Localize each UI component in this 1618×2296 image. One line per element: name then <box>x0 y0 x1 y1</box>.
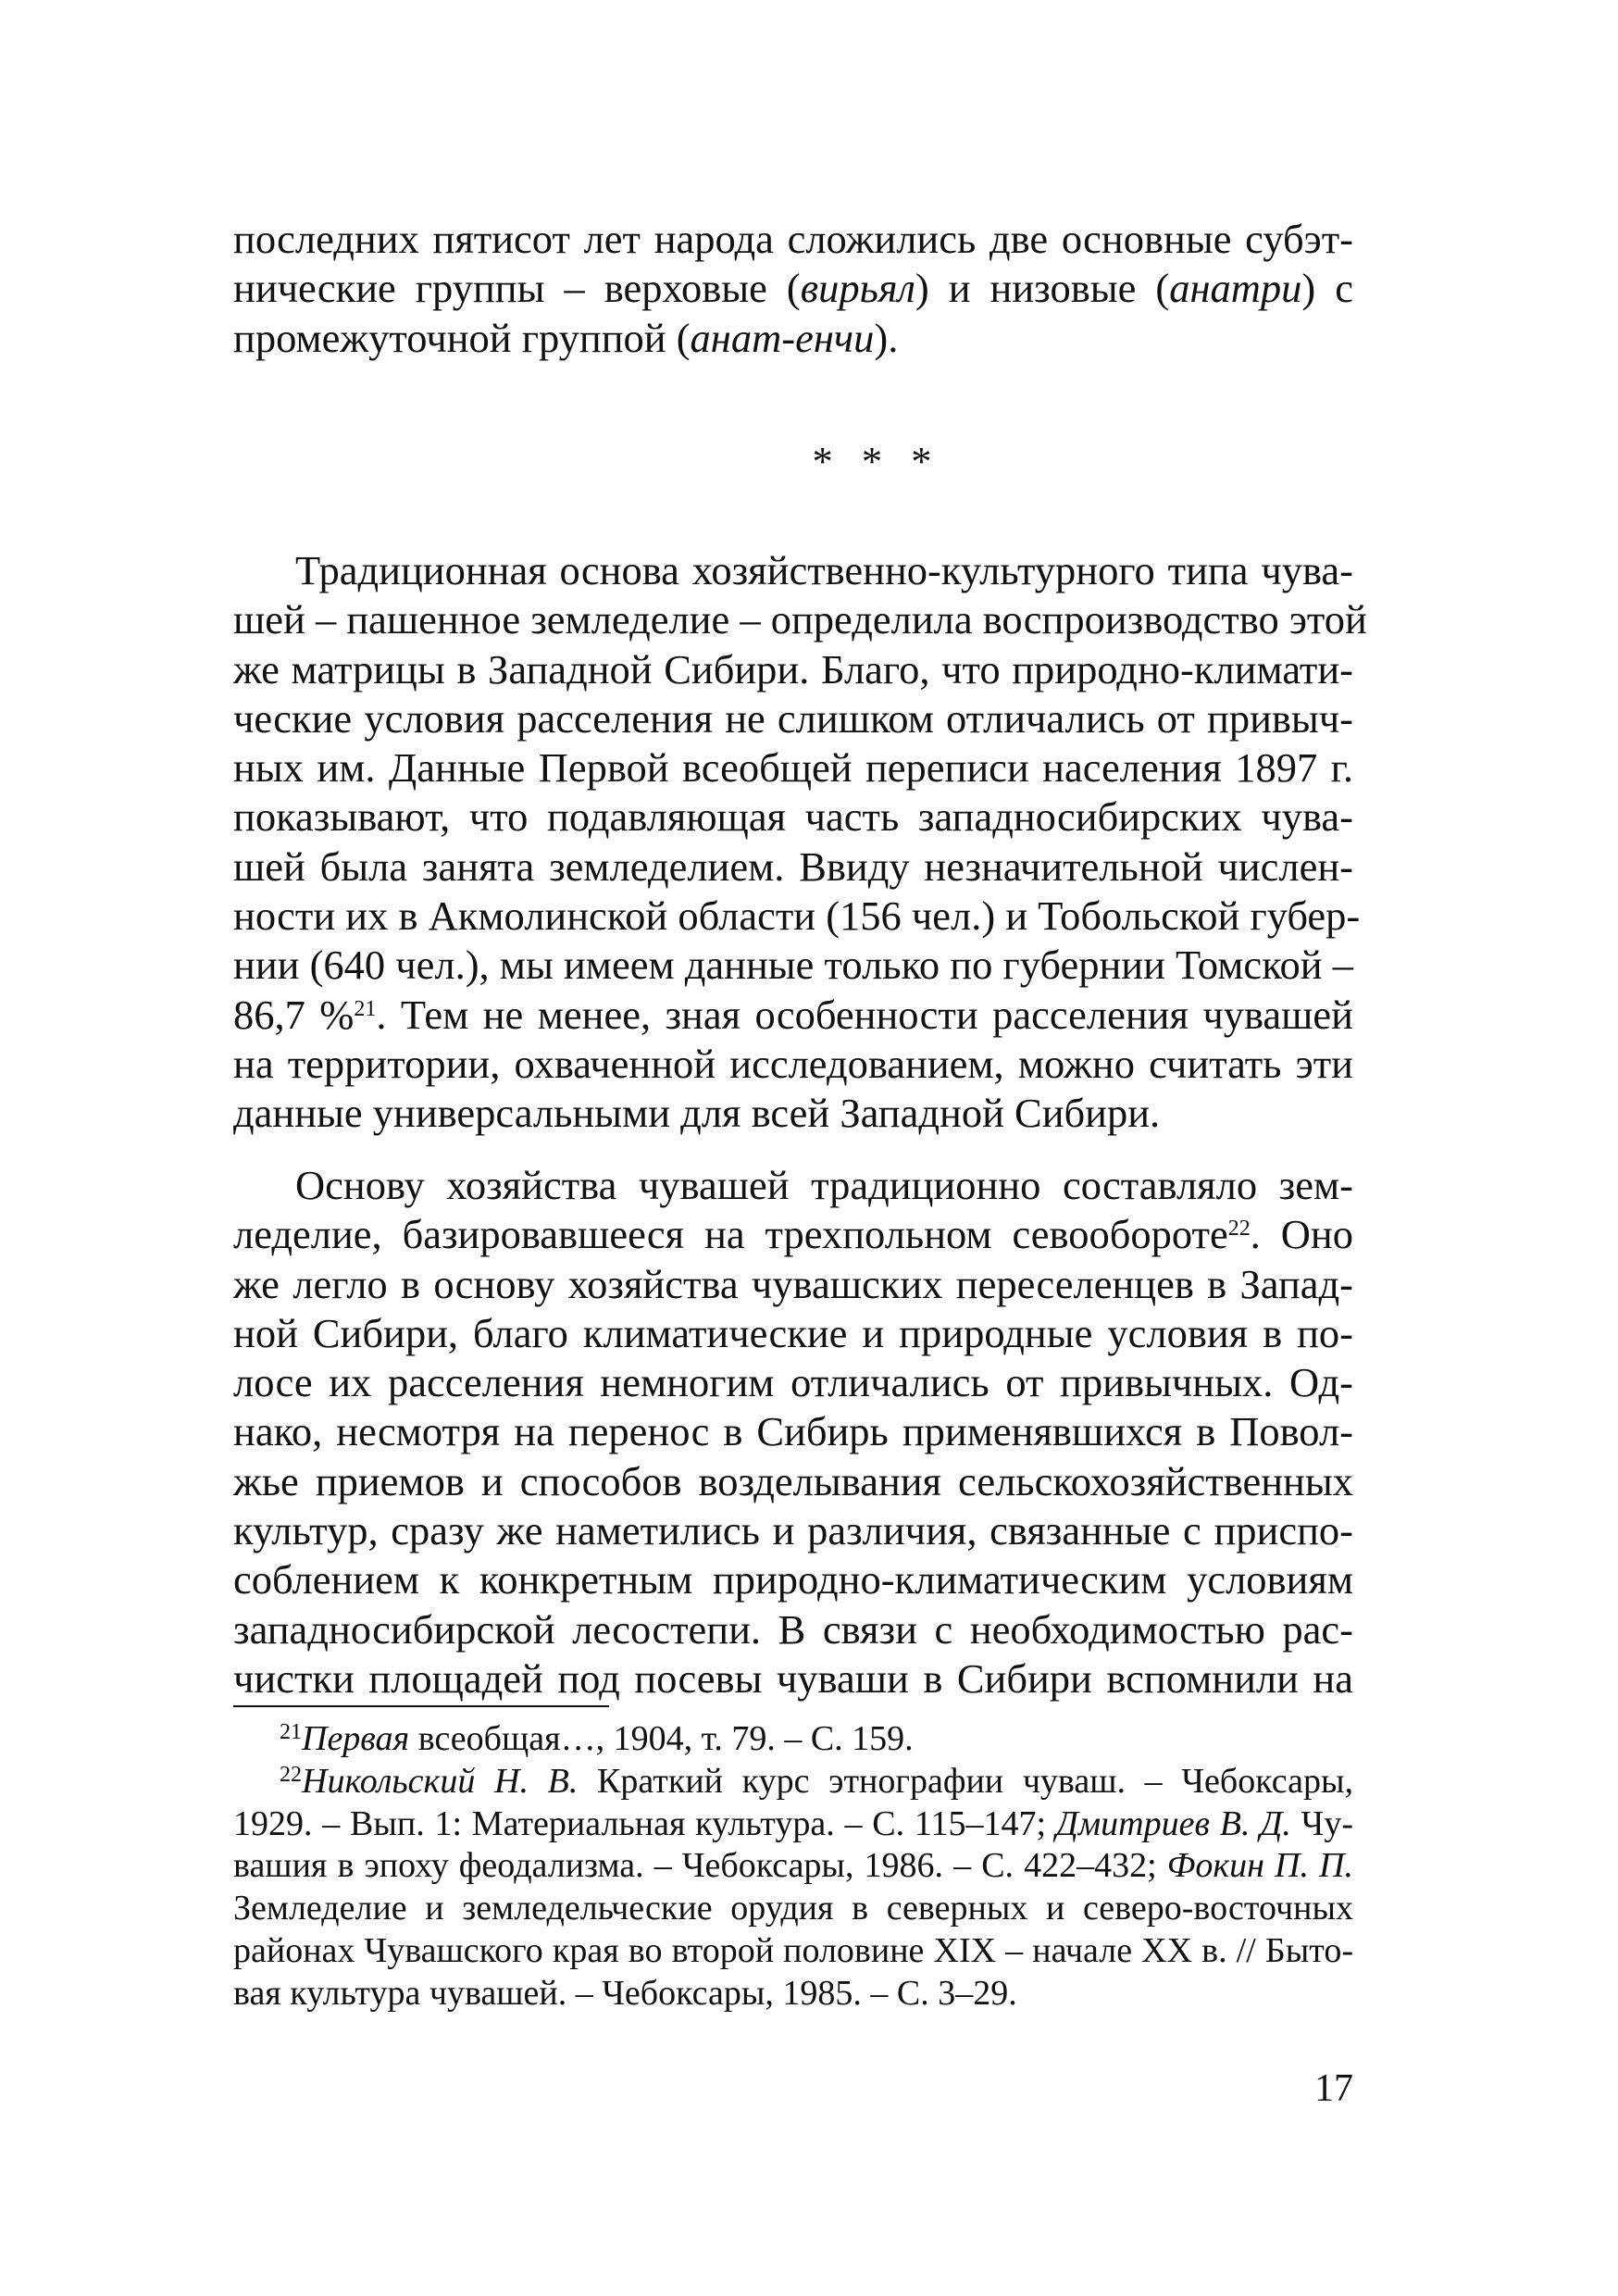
text-line: Традиционная основа хозяйственно-культурного типа чува- <box>295 547 1353 593</box>
text-line: ности их в Акмолинской области (156 чел.) и Тобольской губер- <box>233 892 1361 940</box>
text-line: культур, сразу же наметились и различия, связанные с приспо- <box>233 1507 1353 1554</box>
text-line: же матрицы в Западной Сибири. Благо, что природно-климати- <box>233 645 1353 693</box>
book-page <box>233 215 1367 2159</box>
footnote-number: 22 <box>280 1763 302 1788</box>
text-line: последних пятисот лет народа сложились две основные субэт- <box>233 216 1353 262</box>
text-line: шей была занята земледелием. Ввиду незначительной числен- <box>233 842 1353 890</box>
footnotes <box>233 1718 1353 2015</box>
footnote-line: Земледелие и земледельческие орудия в северных и северо-восточных <box>233 1889 1353 1928</box>
section-separator: * * * <box>812 438 941 484</box>
text-line: нако, несмотря на перенос в Сибирь применявшихся в Повол- <box>233 1408 1353 1455</box>
text-line: соблением к конкретным природно-климатическим условиям <box>233 1556 1353 1603</box>
text-line: западносибирской лесостепи. В связи с необходимостью рас- <box>233 1605 1353 1653</box>
text-line: Основу хозяйства чувашей традиционно составляло зем- <box>295 1162 1353 1208</box>
footnote-ref-21[interactable]: 21 <box>354 996 377 1021</box>
footnote-line: 1929. – Вып. 1: Материальная культура. – С. 115–147; Дмитриев В. Д. Чу- <box>233 1803 1353 1843</box>
text-line: чистки площадей под посевы чуваши в Сибири вспомнили на <box>233 1654 1353 1702</box>
text-line: нические группы – верховые (вирьял) и низовые (анатри) с <box>233 265 1353 312</box>
italic-term: анатри <box>1169 265 1302 312</box>
page-number: 17 <box>1314 2067 1353 2110</box>
text-line: же легло в основу хозяйства чувашских переселенцев в Запад- <box>233 1260 1353 1307</box>
text-line: ческие условия расселения не слишком отличались от привыч- <box>233 694 1353 742</box>
footnote-21: $^{21}$Первая всеобщая…, 1904, т. 79. – С. 159. <box>280 1719 914 1758</box>
footnote-22: $^{22}$Никольский Н. В. Краткий курс этнографии чуваш. – Чебоксары, <box>280 1761 1353 1801</box>
text-line: лосе их расселения немногим отличались от привычных. Од- <box>233 1359 1353 1406</box>
footnote-line: вая культура чувашей. – Чебоксары, 1985. – С. 3–29. <box>233 1973 1017 2013</box>
paragraph-2 <box>233 1161 1353 1703</box>
text-line: 86,7 %$^{21}$. Тем не менее, зная особенности расселения чувашей <box>233 991 1353 1038</box>
footnote-line: районах Чувашского края во второй половине XIX – начале XX в. // Быто- <box>233 1930 1353 1970</box>
footnote-divider <box>233 1705 609 1707</box>
text-line: нии (640 чел.), мы имеем данные только по губернии Томской – <box>233 942 1353 989</box>
text-line: ной Сибири, благо климатические и природные условия в по- <box>233 1309 1353 1356</box>
text-line: данные универсальными для всей Западной Сибири. <box>233 1090 1161 1137</box>
text-line: шей – пашенное земледелие – определила воспроизводство этой <box>233 596 1367 643</box>
footnote-ref-22[interactable]: 22 <box>1227 1217 1251 1242</box>
italic-term: вирьял <box>800 265 915 312</box>
text-line: жье приемов и способов возделывания сельскохозяйственных <box>233 1457 1353 1504</box>
text-line: ных им. Данные Первой всеобщей переписи населения 1897 г. <box>233 744 1353 792</box>
footnote-line: вашия в эпоху феодализма. – Чебоксары, 1986. – С. 422–432; Фокин П. П. <box>233 1846 1353 1886</box>
paragraph-1 <box>233 546 1367 1139</box>
italic-term: анат-енчи <box>690 314 875 361</box>
footnote-number: 21 <box>280 1720 302 1745</box>
text-line: показывают, что подавляющая часть западносибирских чува- <box>233 793 1353 841</box>
text-line: леделие, базировавшееся на трехпольном севообороте$^{22}$. Оно <box>233 1211 1353 1258</box>
text-line: на территории, охваченной исследованием, можно считать эти <box>233 1040 1353 1087</box>
text-line: промежуточной группой (анат-енчи). <box>233 314 899 361</box>
intro-paragraph <box>233 215 1353 363</box>
